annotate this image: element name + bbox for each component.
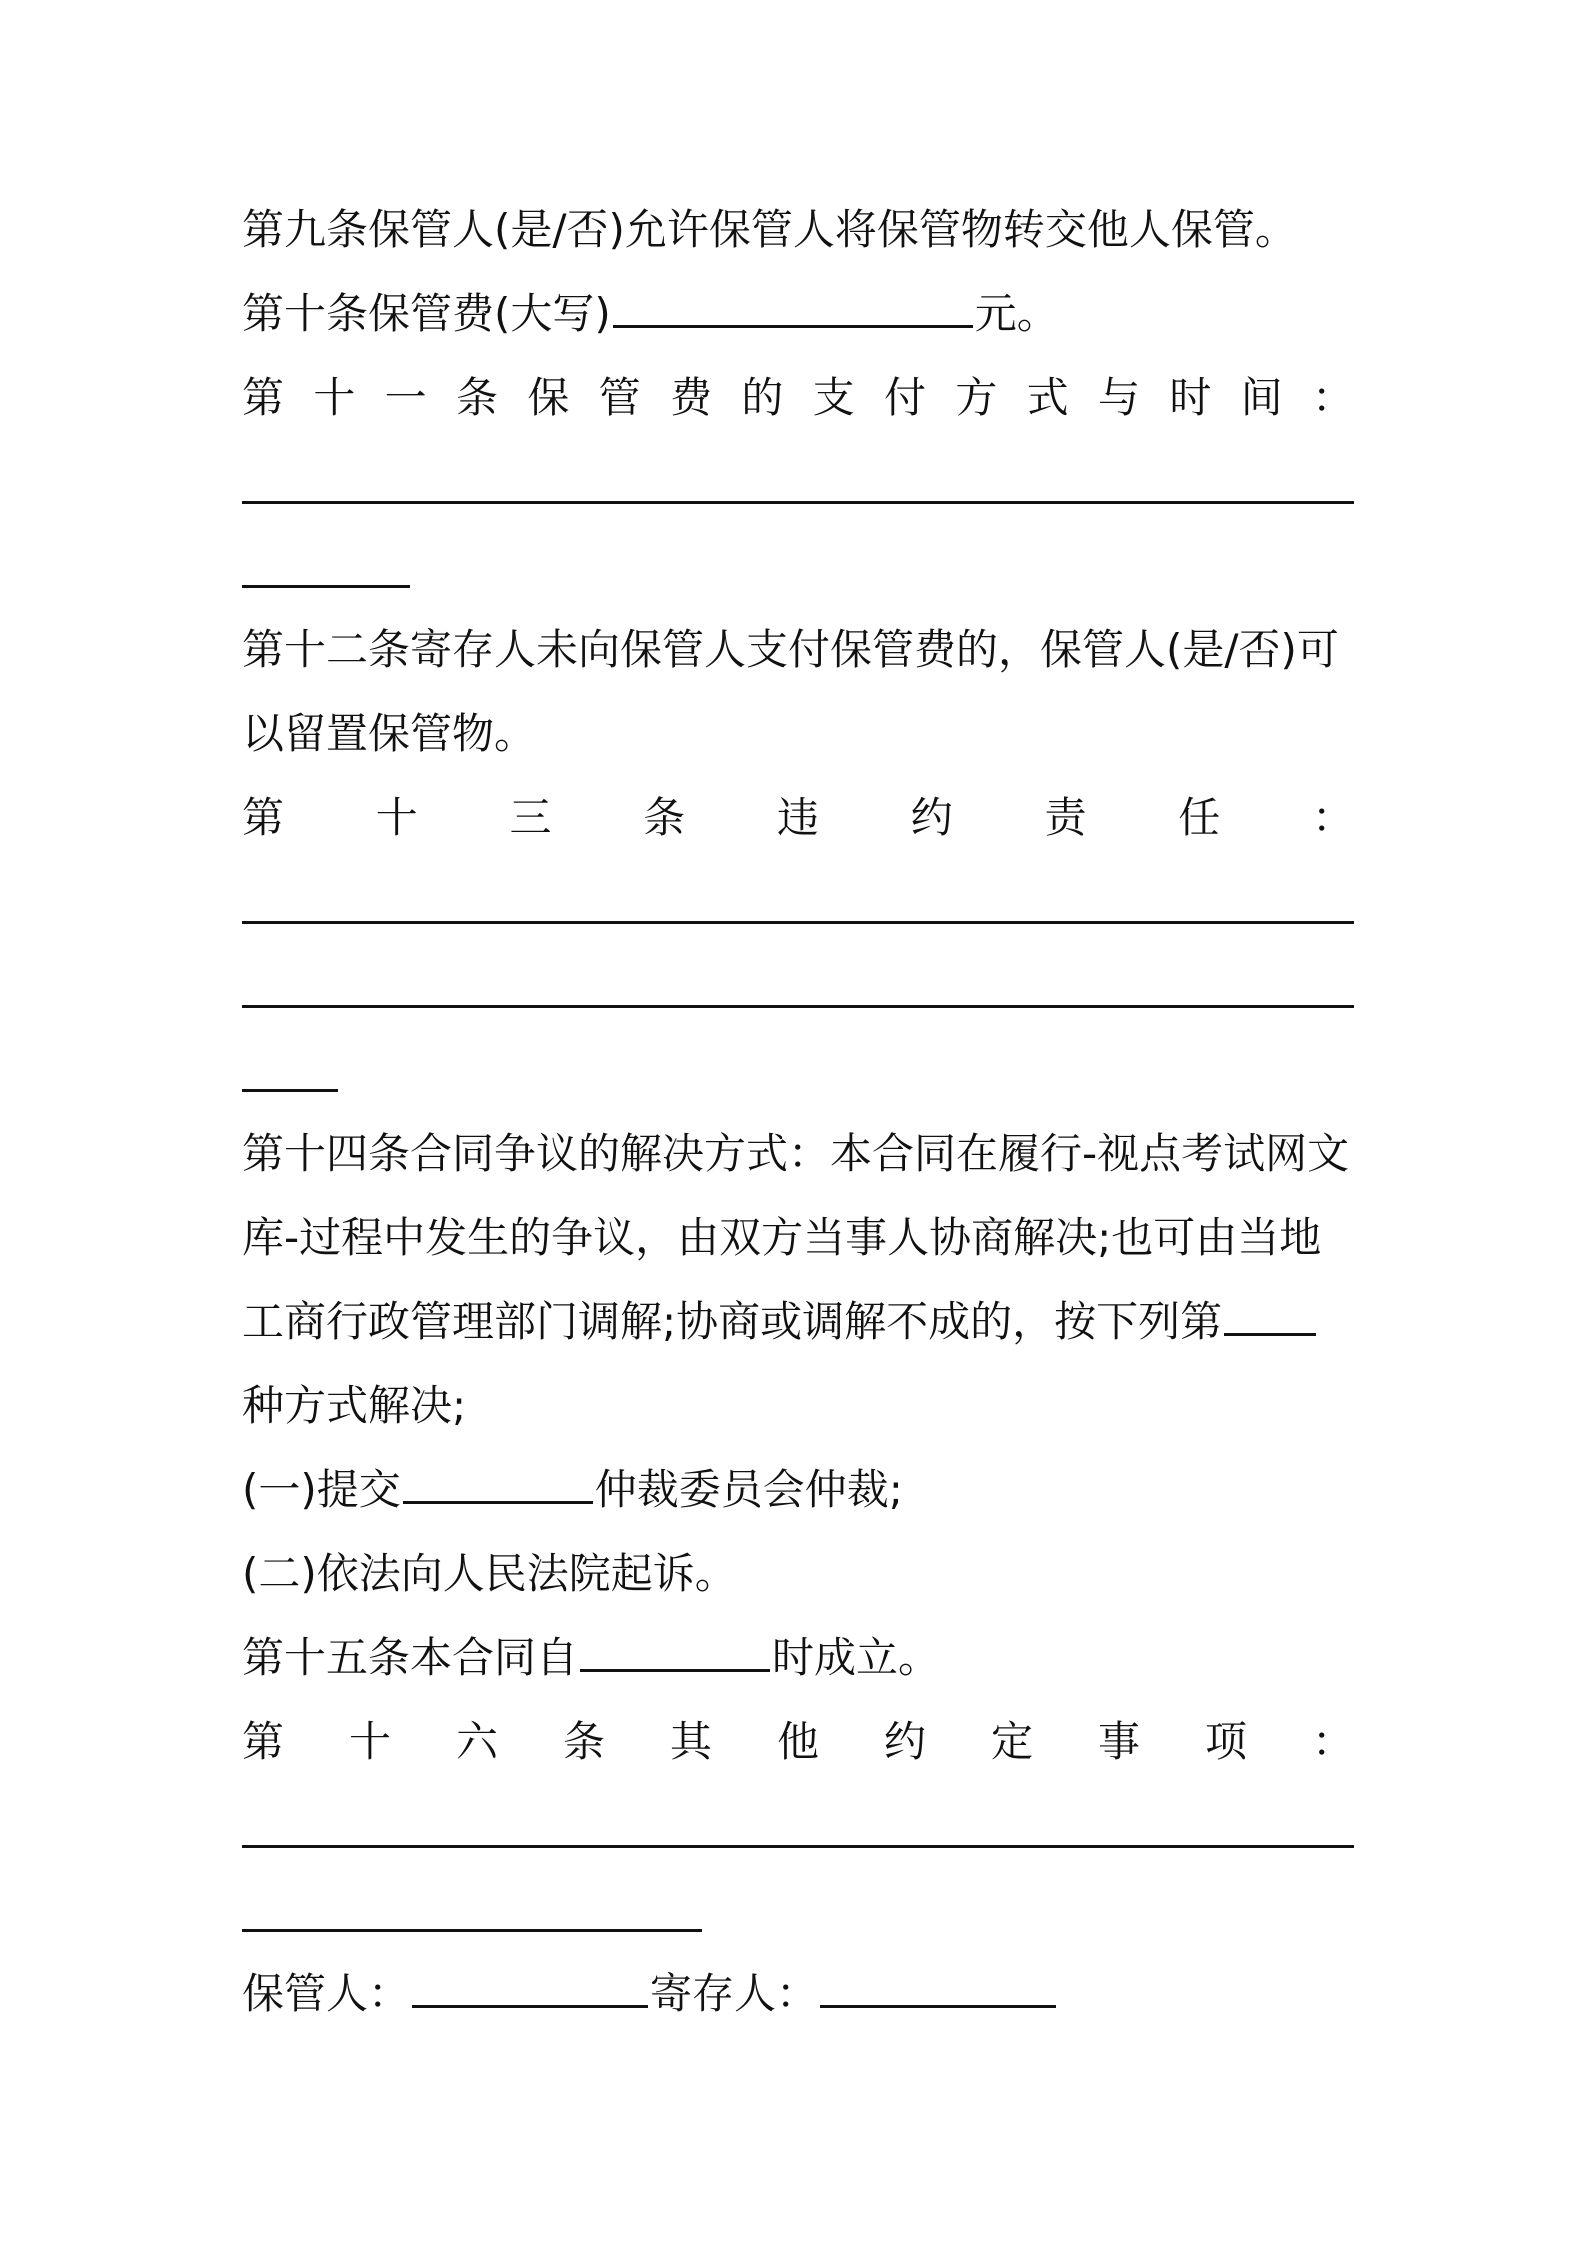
article-9: 第九条保管人(是/否)允许保管人将保管物转交他人保管。: [242, 205, 1297, 254]
contract-page: [242, 188, 1354, 2036]
dispute-method-blank[interactable]: [1224, 1299, 1316, 1336]
article-14-line-4: 种方式解决;: [242, 1381, 467, 1430]
article-14-line-1: 第十四条合同争议的解决方式：本合同在履行-视点考试网文: [242, 1129, 1350, 1178]
article-15-suffix: 时成立。: [772, 1633, 941, 1682]
article-13-blank-line-3[interactable]: [242, 1028, 1354, 1112]
article-10-prefix: 第十条保管费(大写): [242, 289, 611, 338]
option-1: [242, 1448, 1354, 1532]
article-13-blank-line-1[interactable]: [242, 860, 1354, 944]
article-12-line-2: 以留置保管物。: [242, 709, 537, 758]
depositor-signature-blank[interactable]: [820, 1971, 1056, 2008]
article-11-blank-line-2[interactable]: [242, 524, 1354, 608]
article-14-line-3: [242, 1280, 1354, 1364]
article-15: [242, 1616, 1354, 1700]
keeper-label: 保管人：: [242, 1969, 411, 2018]
storage-fee-blank[interactable]: [613, 291, 973, 328]
signature-line: [242, 1952, 1354, 2036]
article-16-blank-line-1[interactable]: [242, 1784, 1354, 1868]
article-14-line-2: 库-过程中发生的争议，由双方当事人协商解决;也可由当地: [242, 1213, 1322, 1262]
option-1-prefix: (一)提交: [242, 1465, 401, 1514]
article-13: 第十三条违约责任：: [242, 793, 1354, 842]
article-10: [242, 272, 1354, 356]
article-13-blank-line-2[interactable]: [242, 944, 1354, 1028]
article-15-prefix: 第十五条本合同自: [242, 1633, 579, 1682]
article-16-blank-line-2[interactable]: [242, 1868, 1354, 1952]
effective-time-blank[interactable]: [580, 1635, 770, 1672]
article-11: 第十一条保管费的支付方式与时间：: [242, 373, 1354, 422]
keeper-signature-blank[interactable]: [412, 1971, 648, 2008]
option-2: (二)依法向人民法院起诉。: [242, 1549, 737, 1598]
option-1-suffix: 仲裁委员会仲裁;: [594, 1465, 903, 1514]
article-11-blank-line-1[interactable]: [242, 440, 1354, 524]
article-12-line-1: 第十二条寄存人未向保管人支付保管费的，保管人(是/否)可: [242, 625, 1339, 674]
article-16: 第十六条其他约定事项：: [242, 1717, 1354, 1766]
article-14-line-3-text: 工商行政管理部门调解;协商或调解不成的，按下列第: [242, 1297, 1223, 1346]
depositor-label: 寄存人：: [650, 1969, 819, 2018]
article-10-suffix: 元。: [974, 289, 1059, 338]
arbitration-commission-blank[interactable]: [403, 1467, 593, 1504]
